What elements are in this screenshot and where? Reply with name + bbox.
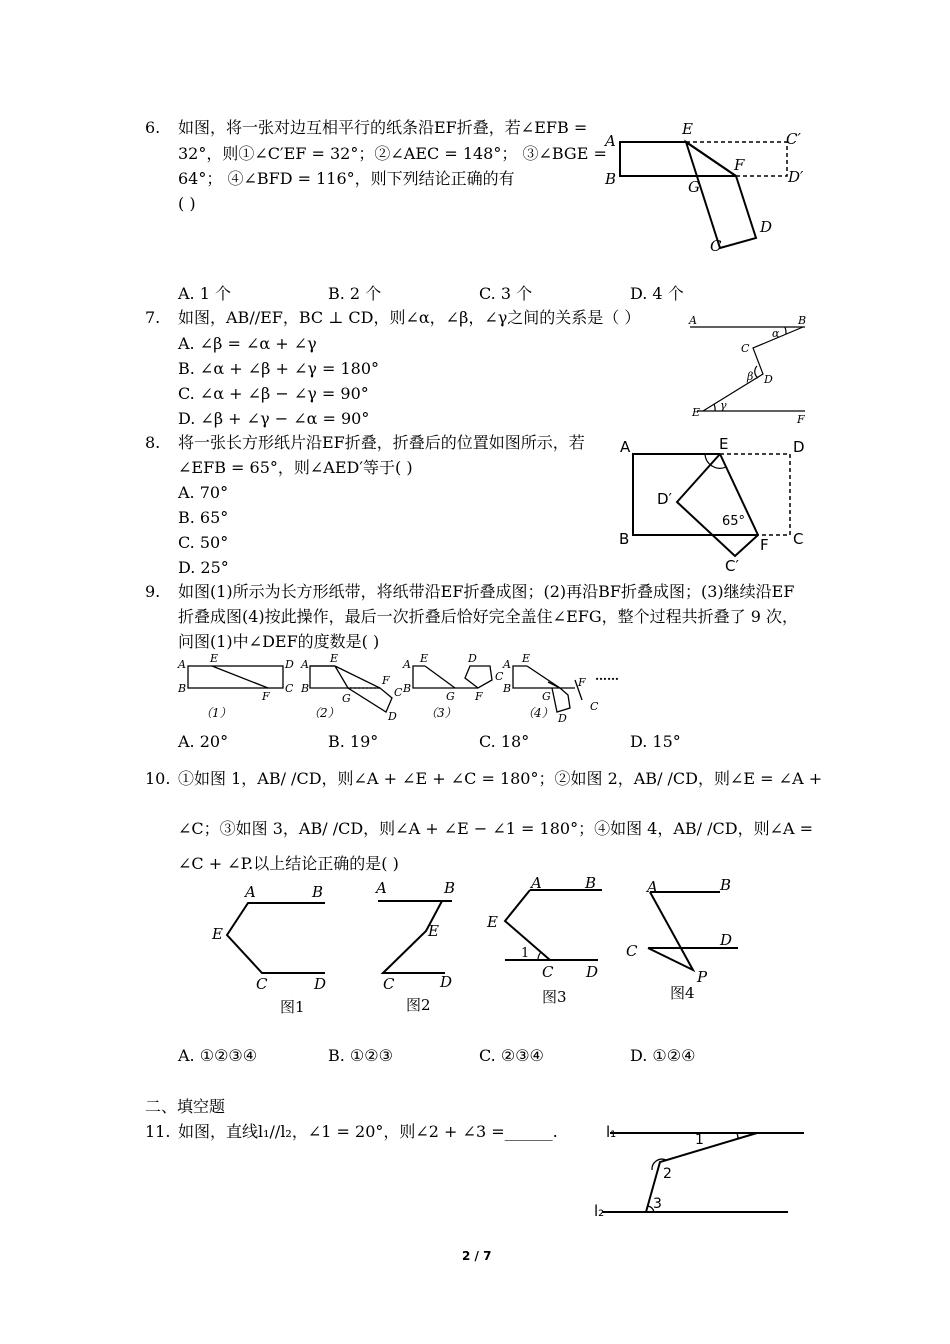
q8-option-c[interactable]: C. 50° [178,533,229,552]
q11-label-2: 2 [663,1166,672,1182]
q7-label-a: A [689,314,697,327]
q6-line-2: 32°，则①∠C′EF = 32°；②∠AEC = 148°； ③∠BGE = [178,144,607,163]
q9-caption-4: （4） [522,706,554,720]
q10-fig1-b: B [312,883,324,901]
q10-fig2-c: C [383,975,395,993]
q9-label-a3: A [403,658,411,671]
q9-line-2: 折叠成图(4)按此操作，最后一次折叠后恰好完全盖住∠EFG，整个过程共折叠了 9 次， [178,607,798,626]
q8-number: 8. [145,433,161,452]
page-number: 2 / 7 [462,1249,492,1263]
q8-folded-part [677,454,758,556]
q6-label-d: D [760,218,773,236]
q7-label-beta: β [747,370,754,383]
q6-line-1: 如图，将一张对边互相平行的纸条沿EF折叠，若∠EFB = [178,118,588,137]
q9-figure [170,650,630,725]
q7-label-e: E [692,406,701,419]
q7-figure [685,310,810,428]
q6-line-4: ( ) [178,194,196,213]
q9-option-a[interactable]: A. 20° [178,732,229,751]
q8-label-d: D [793,438,805,456]
q7-path-bcde [703,327,803,411]
q10-fig3-c: C [542,963,554,981]
q7-arc-alpha [785,327,786,334]
q9-label-c2: C [394,686,403,699]
q10-line-3: ∠C + ∠P.以上结论正确的是( ) [178,854,399,873]
q8-label-e: E [719,435,729,453]
q10-fig3-e: E [487,913,498,931]
q10-fig3-one: 1 [521,946,530,961]
q9-dots: …… [595,669,619,683]
q10-fig4-d: D [720,931,733,949]
q9-label-e4: E [522,652,531,665]
q10-fig1-e: E [212,925,223,943]
q9-label-e3: E [420,652,429,665]
q10-line-1: ①如图 1，AB/ /CD，则∠A + ∠E + ∠C = 180°；②如图 2，AB/ /CD，则∠E = ∠A + [178,769,823,788]
q9-fig3-fold [425,666,455,688]
q8-label-c1: C′ [725,557,739,575]
q9-label-a4: A [503,658,511,671]
q9-label-d4: D [558,712,567,725]
q10-fig4-c: C [626,942,638,960]
q7-stem: 如图，AB//EF，BC ⊥ CD，则∠α，∠β，∠γ之间的关系是（ ） [178,308,641,327]
q6-label-c1: C′ [786,130,801,148]
q7-option-c[interactable]: C. ∠α + ∠β − ∠γ = 90° [178,384,369,403]
q9-label-c3: C [495,670,504,683]
q8-label-f: F [760,536,769,554]
q6-line-3: 64°； ④∠BFD = 116°，则下列结论正确的有 [178,169,515,188]
q8-option-a[interactable]: A. 70° [178,483,229,502]
q11-label-l2: l₂ [594,1202,605,1220]
q9-label-a2: A [301,658,309,671]
q6-figure [600,118,804,258]
q10-fig4-b: B [720,876,732,894]
q11-label-l1: l₁ [606,1123,617,1141]
q10-caption-3: 图3 [542,988,567,1006]
q9-label-g2: G [342,692,351,705]
q9-label-b4: B [503,682,512,695]
q9-label-d3: D [468,652,477,665]
q9-label-c1: C [285,682,294,695]
q7-label-d: D [764,373,773,386]
q7-label-f: F [797,413,805,426]
q6-option-d[interactable]: D. 4 个 [630,284,684,303]
q10-number: 10. [145,769,171,788]
q10-fig2-b: B [444,879,456,897]
q11-label-3: 3 [653,1196,662,1212]
q6-label-c: C [710,237,722,255]
q9-fig3-square [465,666,492,688]
q9-option-d[interactable]: D. 15° [630,732,681,751]
q8-label-c: C [793,530,804,548]
q9-label-f1: F [262,690,270,703]
q9-fig1-ef [212,666,268,688]
section-title: 二、填空题 [145,1097,226,1116]
q9-fig1-rect [188,666,283,688]
q10-fig2-d: D [440,973,453,991]
q9-line-1: 如图(1)所示为长方形纸带，将纸带沿EF折叠成图；(2)再沿BF折叠成图；(3)继续沿EF [178,582,795,601]
q9-number: 9. [145,582,161,601]
q10-option-d[interactable]: D. ①②④ [630,1046,696,1065]
q9-line-3: 问图(1)中∠DEF的度数是( ) [178,632,380,651]
q6-label-d1: D′ [788,168,804,186]
q9-caption-1: （1） [200,706,232,720]
q10-caption-4: 图4 [670,984,695,1002]
q9-label-b2: B [301,682,310,695]
q8-label-angle: 65° [722,514,746,529]
q10-fig1-d: D [314,975,327,993]
q7-label-gamma: γ [720,399,727,412]
q7-label-b: B [798,314,807,327]
q6-label-e: E [682,120,693,138]
q7-number: 7. [145,308,161,327]
q9-label-f2: F [382,674,390,687]
q7-option-b[interactable]: B. ∠α + ∠β + ∠γ = 180° [178,359,380,378]
q9-label-b3: B [403,682,412,695]
q10-fig1-c: C [256,975,268,993]
q8-figure [615,432,815,575]
q8-line-1: 将一张长方形纸片沿EF折叠，折叠后的位置如图所示，若 [178,433,585,452]
q11-figure [592,1118,812,1228]
q9-fig2-strip [310,666,380,688]
q9-label-d2: D [388,710,397,723]
q8-label-a: A [620,438,631,456]
q10-fig1-lines [227,903,325,973]
q6-label-g: G [688,178,700,196]
q10-fig3-d: D [586,963,599,981]
q10-option-a[interactable]: A. ①②③④ [178,1046,258,1065]
q6-option-b[interactable]: B. 2 个 [328,284,382,303]
q9-label-g4: G [542,690,551,703]
q6-label-b: B [605,170,617,188]
q6-number: 6. [145,118,161,137]
q9-option-c[interactable]: C. 18° [479,732,530,751]
q7-label-c: C [741,342,750,355]
q9-fig2-folded [335,666,392,712]
q10-fig2-a: A [376,879,387,897]
q9-label-e1: E [210,652,219,665]
q7-arc-beta [755,366,758,378]
q8-label-b: B [619,530,630,548]
q11-stem: 如图，直线l₁//l₂，∠1 = 20°，则∠2 + ∠3 =______. [178,1122,558,1141]
q10-option-c[interactable]: C. ②③④ [479,1046,544,1065]
q10-figures [200,873,760,1018]
q6-option-c[interactable]: C. 3 个 [479,284,533,303]
q8-label-d1: D′ [657,490,672,508]
q10-fig4-path [648,892,693,970]
q6-label-f: F [734,156,745,174]
q9-label-c4: C [590,700,599,713]
q9-label-g3: G [446,690,455,703]
q7-option-a[interactable]: A. ∠β = ∠α + ∠γ [178,334,317,353]
q9-fig4-fold [527,666,560,688]
q10-fig1-a: A [245,883,256,901]
q10-fig3-a: A [531,874,542,892]
q9-label-b1: B [178,682,187,695]
q10-fig4-p: P [697,968,708,986]
q7-option-d[interactable]: D. ∠β + ∠γ − ∠α = 90° [178,409,370,428]
q9-label-d1: D [285,658,294,671]
q9-option-b[interactable]: B. 19° [328,732,379,751]
q9-label-a1: A [178,658,186,671]
q11-label-1: 1 [695,1132,704,1148]
q6-strip-left [620,142,736,176]
q9-caption-2: （2） [308,706,340,720]
q10-fig3-b: B [585,874,597,892]
q9-label-e2: E [330,652,339,665]
q10-fig4-a: A [647,878,658,896]
q10-line-2: ∠C；③如图 3，AB/ /CD，则∠A + ∠E − ∠1 = 180°；④如图 4，AB/ /CD，则∠A = [178,819,814,838]
q7-arc-gamma [714,404,715,411]
q10-caption-1: 图1 [280,998,305,1016]
q10-fig3-arc [538,952,541,960]
q6-option-a[interactable]: A. 1 个 [178,284,231,303]
q10-option-b[interactable]: B. ①②③ [328,1046,393,1065]
q8-line-2: ∠EFB = 65°，则∠AED′等于( ) [178,458,413,477]
q7-label-alpha: α [772,327,780,340]
q8-option-d[interactable]: D. 25° [178,558,229,577]
q8-option-b[interactable]: B. 65° [178,508,229,527]
q6-label-a: A [605,132,616,150]
q9-caption-3: （3） [425,706,457,720]
q10-fig2-e: E [428,922,439,940]
q9-label-f3: F [475,690,483,703]
q9-label-f4: F [578,676,586,689]
q11-number: 11. [145,1122,171,1141]
q10-caption-2: 图2 [406,996,431,1014]
